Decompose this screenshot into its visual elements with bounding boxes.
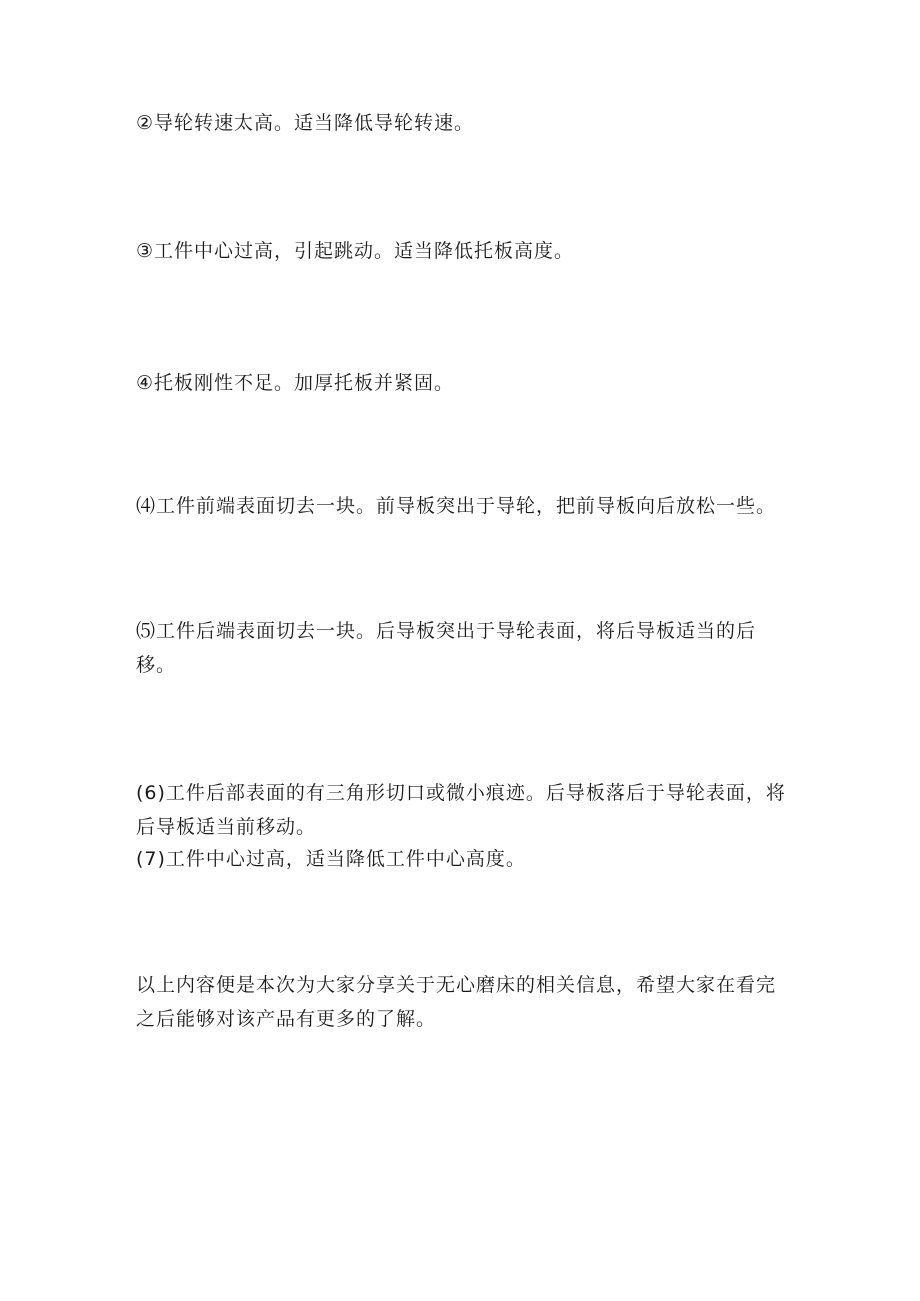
paragraph-line: ④托板刚性不足。加厚托板并紧固。	[136, 372, 455, 394]
paragraph-support-rigidity	[136, 366, 796, 400]
paragraph-conclusion	[136, 968, 796, 1036]
paragraph-line: 之后能够对该产品有更多的了解。	[136, 1008, 437, 1030]
paragraph-rear-end-cut	[136, 614, 796, 682]
paragraph-line: ⑷工件前端表面切去一块。前导板突出于导轮，把前导板向后放松一些。	[136, 495, 777, 517]
paragraph-line: ③工件中心过高，引起跳动。适当降低托板高度。	[136, 240, 575, 262]
paragraph-front-end-cut	[136, 489, 796, 523]
paragraph-line: 后导板适当前移动。	[136, 816, 317, 838]
paragraph-rear-triangle-cut	[136, 776, 796, 844]
paragraph-line: (7)工件中心过高，适当降低工件中心高度。	[136, 848, 526, 870]
paragraph-line: ⑸工件后端表面切去一块。后导板突出于导轮表面，将后导板适当的后	[136, 620, 757, 642]
paragraph-workpiece-center-high	[136, 234, 796, 268]
paragraph-line: (6)工件后部表面的有三角形切口或微小痕迹。后导板落后于导轮表面，将	[136, 782, 786, 804]
paragraph-line: 以上内容便是本次为大家分享关于无心磨床的相关信息，希望大家在看完	[136, 974, 777, 996]
paragraph-center-too-high	[136, 842, 796, 876]
paragraph-line: 移。	[136, 654, 177, 676]
paragraph-guide-wheel-speed	[136, 106, 796, 140]
paragraph-line: ②导轮转速太高。适当降低导轮转速。	[136, 112, 475, 134]
